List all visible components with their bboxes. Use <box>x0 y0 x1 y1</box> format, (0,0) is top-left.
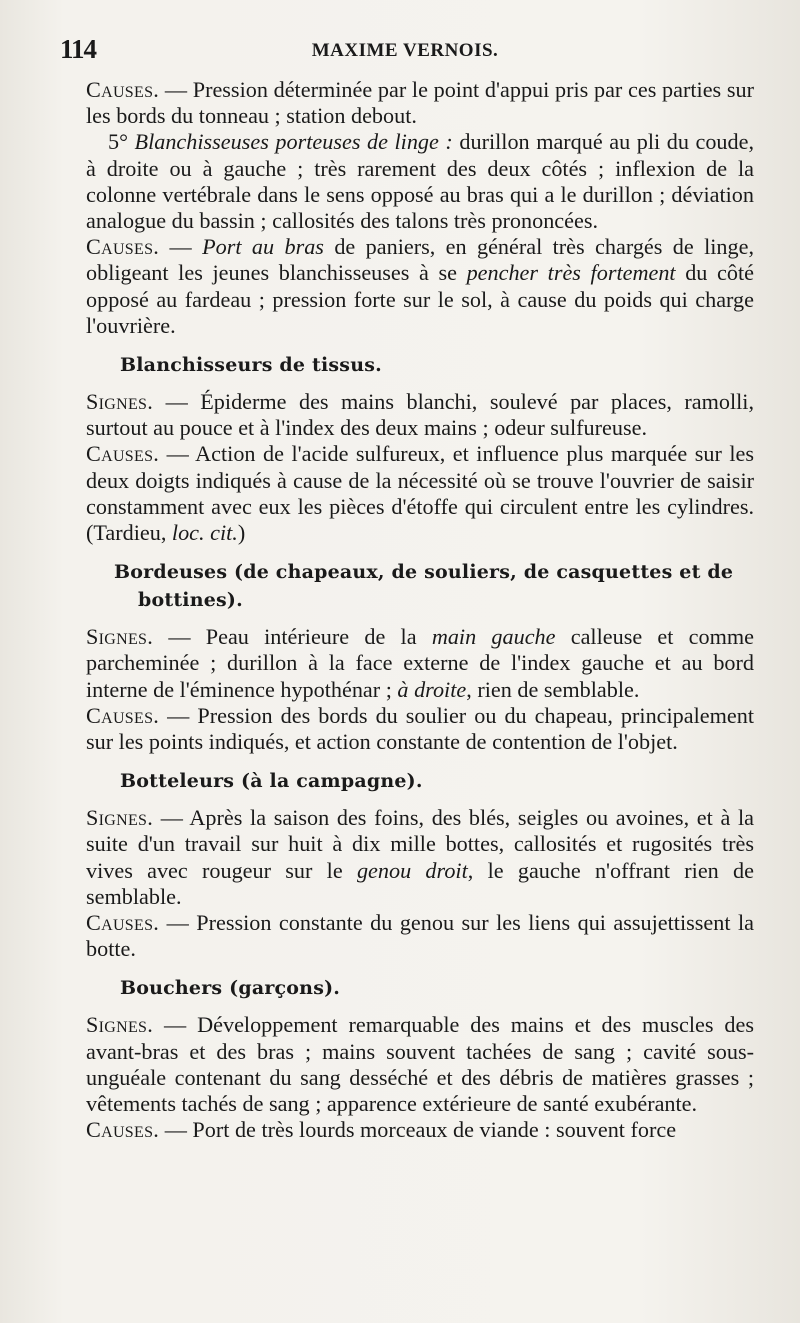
paragraph-causes-bordeuses <box>86 703 754 755</box>
paragraph-text: durillon marqué au pli du coude, à droite ou à gauche ; très rarement des deux côtés ; inflexion de la colonne vertébrale dans le sens opposé au bras qui a le durillon ; déviation analogue du bassin ; callosités des talons très prononcées. <box>86 129 755 234</box>
section-heading-bordeuses: Bordeuses (de chapeaux, de souliers, de casquettes et de bottines). <box>114 561 734 612</box>
label-causes: Causes. <box>86 702 160 728</box>
paragraph-causes-blanchisseurs <box>86 441 754 546</box>
label-causes: Causes. <box>86 77 160 102</box>
label-causes: Causes. <box>86 1117 160 1143</box>
paragraph-causes-bouchers <box>86 1117 754 1143</box>
paragraph-text: ) <box>237 520 246 546</box>
item-number: 5° <box>108 129 135 155</box>
paragraph-text: calleuse et comme parcheminée ; durillon à la face externe de l'index gauche et au bord interne de l'éminence hypothénar ; <box>86 624 754 702</box>
page-body <box>86 77 754 1144</box>
paragraph-causes-tonneau <box>86 77 754 129</box>
emphasis: loc. cit. <box>171 520 238 546</box>
paragraph-text: — Pression constante du genou sur les liens qui assujettissent la botte. <box>86 910 754 962</box>
paragraph-text: — Développement remarquable des mains et des muscles des avant-bras et des bras ; mains souvent tachées de sang ; cavité sous-unguéale contenant du sang desséché et des débris de matières grasses ; vêtements tachés de sang ; apparence extérieure de santé exubérante. <box>86 1012 754 1117</box>
paragraph-signes-bordeuses <box>86 624 754 703</box>
paragraph-text: — Pression déterminée par le point d'appui pris par ces parties sur les bords du tonneau ; station debout. <box>86 77 754 129</box>
paragraph-text: , rien de semblable. <box>466 676 640 702</box>
emphasis: main gauche <box>431 624 556 650</box>
emphasis: Port au bras <box>202 234 324 260</box>
label-causes: Causes. <box>86 910 160 936</box>
emphasis: pencher très fortement <box>466 260 676 286</box>
label-signes: Signes. <box>86 805 154 831</box>
paragraph-text: — Port de très lourds morceaux de viande : souvent force <box>159 1117 677 1143</box>
label-causes: Causes. <box>86 234 160 260</box>
running-title: MAXIME VERNOIS. <box>311 40 499 61</box>
paragraph-text: du côté opposé au fardeau ; pression forte sur le sol, à cause du poids qui charge l'ouvrière. <box>86 260 754 338</box>
label-causes: Causes. <box>86 441 160 467</box>
paragraph-text: — Action de l'acide sulfureux, et influence plus marquée sur les deux doigts indiqués à cause de la nécessité où se trouve l'ouvrier de saisir constamment avec eux les pièces d'étoffe qui circulent entre les cylindres. (Tardieu, <box>86 441 754 546</box>
paragraph-text: de paniers, en général très chargés de linge, obligeant les jeunes blanchisseuses à se <box>86 234 755 286</box>
label-signes: Signes. <box>86 1012 154 1038</box>
paragraph-causes-paniers <box>86 234 754 339</box>
page-header <box>60 34 750 68</box>
paragraph-causes-botteleurs <box>86 910 754 962</box>
paragraph-text: — Épiderme des mains blanchi, soulevé par places, ramolli, surtout au pouce et à l'index des deux mains ; odeur sulfureuse. <box>86 389 754 441</box>
emphasis: genou droit <box>356 857 468 883</box>
item-title: Blanchisseuses porteuses de linge : <box>134 129 453 155</box>
paragraph-signes-botteleurs <box>86 805 754 910</box>
paragraph-text: — Peau intérieure de la <box>153 624 432 650</box>
paragraph-signes-blanchisseurs <box>86 389 754 441</box>
section-heading-bouchers: Bouchers (garçons). <box>120 977 341 1000</box>
paragraph-text: — Après la saison des foins, des blés, seigles ou avoines, et à la suite d'un travail sur huit à dix mille bottes, callosités et rugosités très vives avec rougeur sur le <box>86 805 754 883</box>
paragraph-signes-bouchers <box>86 1012 754 1117</box>
label-signes: Signes. <box>86 624 154 650</box>
paragraph-text: — Pression des bords du soulier ou du chapeau, principalement sur les points indiqués, et action constante de contention de l'objet. <box>86 702 754 755</box>
paragraph-text: , le gauche n'offrant rien de semblable. <box>86 857 754 909</box>
paragraph-blanchisseuses <box>86 129 754 234</box>
page-number: 114 <box>60 34 97 64</box>
paragraph-text: — <box>159 234 203 260</box>
section-heading-botteleurs: Botteleurs (à la campagne). <box>120 770 423 793</box>
section-heading-blanchisseurs: Blanchisseurs de tissus. <box>120 354 382 377</box>
emphasis: à droite <box>397 676 467 702</box>
label-signes: Signes. <box>86 389 154 415</box>
